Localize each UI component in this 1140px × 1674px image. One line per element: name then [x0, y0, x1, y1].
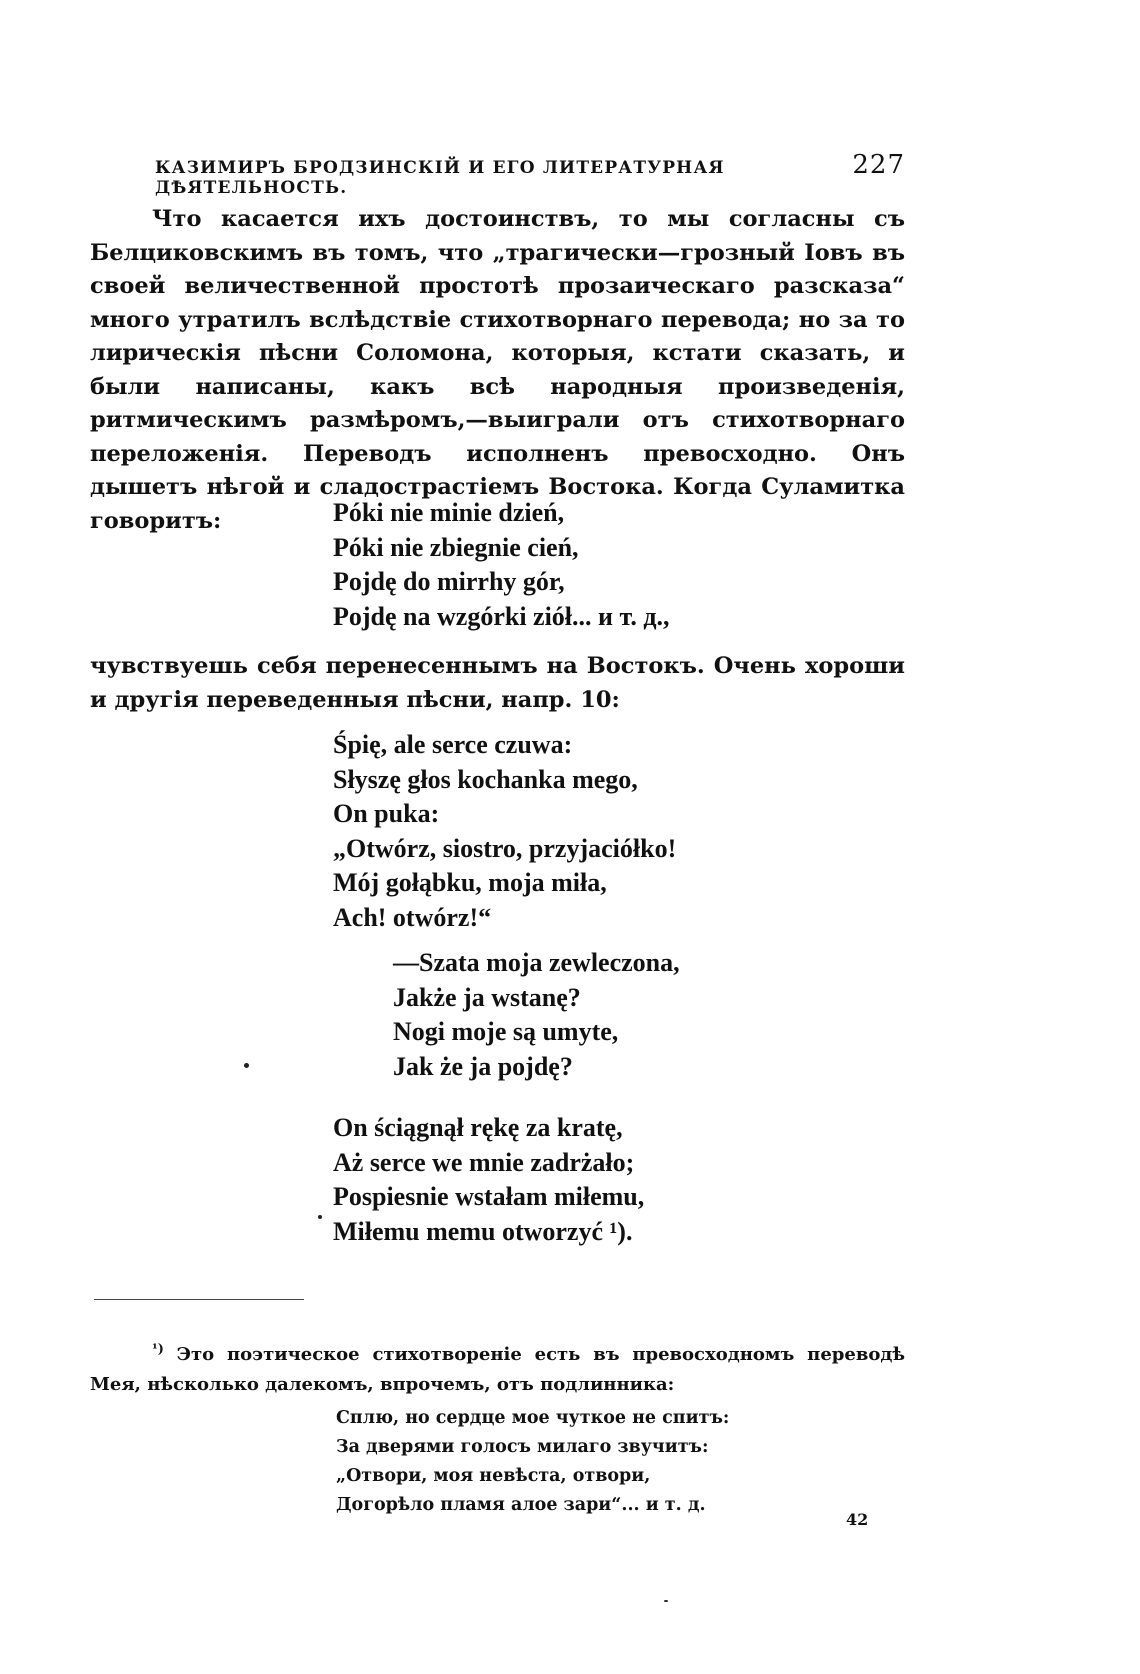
verse-stanza-4 — [333, 1111, 644, 1249]
verse-line: Póki nie zbiegnie cień, — [333, 532, 579, 562]
verse-line: Jakże ja wstanę? — [393, 982, 581, 1012]
footnote-verse-line: За дверями голосъ милаго звучитъ: — [336, 1437, 709, 1457]
verse-line: Ach! otwórz!“ — [333, 902, 492, 932]
paragraph-2-text: чувствуешь себя перенесеннымъ на Востокъ. Очень хороши и другія переведенныя пѣсни, напр. 10: — [90, 653, 905, 713]
verse-stanza-1 — [333, 496, 669, 634]
running-title: КАЗИМИРЪ БРОДЗИНСКІЙ И ЕГО ЛИТЕРАТУРНАЯ ДѢЯТЕЛЬНОСТЬ. — [155, 158, 725, 198]
verse-line: Nogi moje są umyte, — [393, 1017, 619, 1046]
footnote-verse — [336, 1404, 729, 1520]
paragraph-1-text: Что касается ихъ достоинствъ, то мы согласны съ Белциковскимъ въ томъ, что „трагически—грозный Іовъ въ своей величественной простотѣ прозаическаго разсказа“ много утратилъ вслѣдствіе стихотворнаго перевода; но за то лирическія пѣсни Соломона, которыя, кстати сказать, и были написаны, какъ всѣ народныя произведенія, ритмическимъ размѣромъ,—выиграли отъ стихотворнаго переложенія. Переводъ исполненъ превосходно. Онъ дышетъ нѣгой и сладострастіемъ Востока. Когда Суламитка говоритъ: — [90, 206, 905, 534]
footnote-paragraph — [90, 1335, 905, 1400]
running-header — [155, 150, 905, 198]
footnote — [90, 1335, 905, 1400]
footnote-verse-line: „Отвори, моя невѣста, отвори, — [336, 1466, 651, 1486]
verse-line: Póki nie minie dzień, — [333, 498, 565, 527]
verse-line: —Szata moja zewleczona, — [393, 948, 680, 977]
verse-line: On ściągnął rękę za kratę, — [333, 1113, 623, 1142]
verse-line: Jak że ja pojdę? — [393, 1051, 573, 1081]
footnote-verse-line: Сплю, но сердце мое чуткое не спитъ: — [336, 1408, 730, 1428]
footnote-verse-line: Догорѣло пламя алое зари“... и т. д. — [336, 1495, 706, 1515]
verse-line: „Otwórz, siostro, przyjaciółko! — [333, 833, 677, 863]
verse-line: On puka: — [333, 799, 440, 828]
footnote-divider — [94, 1299, 304, 1300]
paragraph-1 — [90, 203, 905, 538]
verse-line: Mój gołąbku, moja miła, — [333, 868, 607, 897]
verse-line: Śpię, ale serce czuwa: — [333, 730, 573, 759]
signature-number: 42 — [846, 1510, 869, 1529]
footnote-marker: ¹) — [152, 1342, 164, 1357]
verse-line: Słyszę głos kochanka mego, — [333, 764, 638, 794]
verse-line: Aż serce we mnie zadrżało; — [333, 1147, 635, 1177]
paragraph-2 — [90, 650, 905, 717]
verse-line: Pospiesnie wstałam miłemu, — [333, 1182, 645, 1211]
print-speck — [318, 1215, 322, 1219]
verse-line: Pojdę do mirrhy gór, — [333, 567, 565, 596]
verse-line: Miłemu memu otworzyć ¹). — [333, 1216, 633, 1246]
verse-stanza-3 — [393, 946, 680, 1084]
print-speck — [664, 1600, 668, 1602]
verse-stanza-2 — [333, 728, 676, 935]
footnote-text: Это поэтическое стихотвореніе есть въ превосходномъ переводѣ Мея, нѣсколько далекомъ, впрочемъ, отъ подлинника: — [90, 1344, 905, 1395]
print-speck — [244, 1063, 249, 1068]
verse-line: Pojdę na wzgórki ziół... и т. д., — [333, 601, 670, 631]
page-number: 227 — [852, 150, 905, 180]
